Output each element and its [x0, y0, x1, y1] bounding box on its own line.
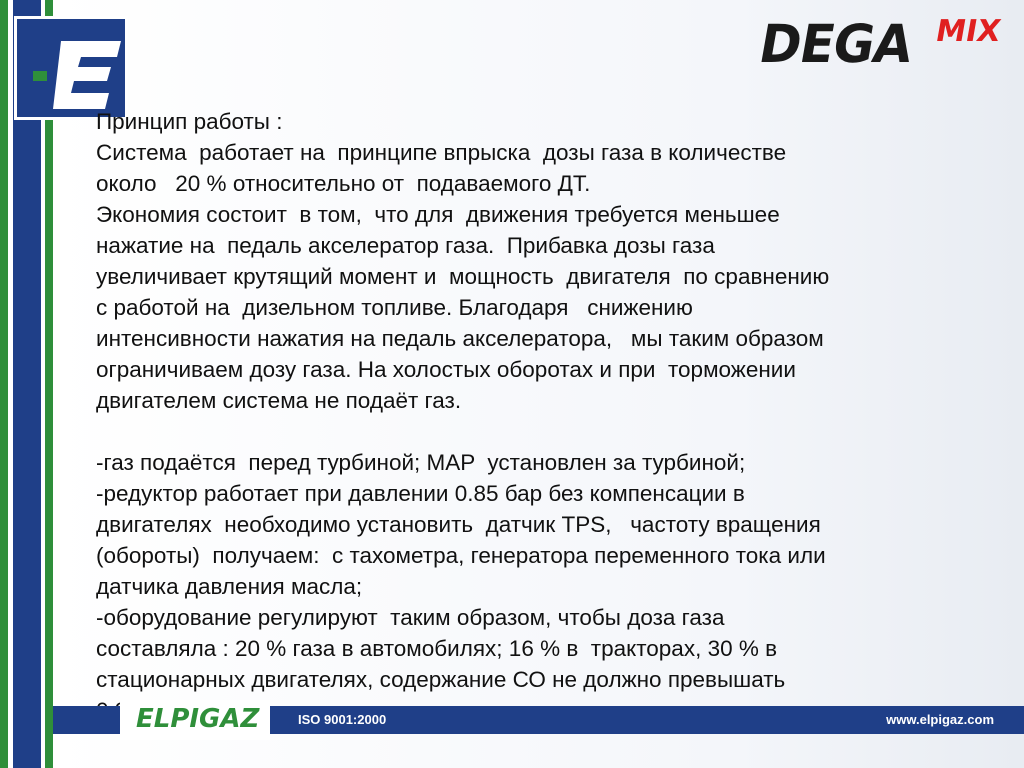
text-line: двигателях необходимо установить датчик TPS, частоту вращения [96, 512, 821, 537]
text-line: интенсивности нажатия на педаль акселератора, мы таким образом [96, 326, 824, 351]
text-line: датчика давления масла; [96, 574, 363, 599]
left-stripe-green [0, 0, 8, 768]
text-line: составляла : 20 % газа в автомобилях; 16 % в тракторах, 30 % в [96, 636, 778, 661]
text-line: с работой на дизельном топливе. Благодаря снижению [96, 295, 693, 320]
text-line: около 20 % относительно от подаваемого ДТ. [96, 171, 591, 196]
brand-name-main: DEGA [754, 13, 917, 75]
e-logo [14, 16, 128, 120]
iso-certification: ISO 9001:2000 [298, 712, 387, 727]
text-line: нажатие на педаль акселератор газа. Прибавка дозы газа [96, 233, 715, 258]
text-line: Экономия состоит в том, что для движения требуется меньшее [96, 202, 780, 227]
text-line: -редуктор работает при давлении 0.85 бар без компенсации в [96, 481, 745, 506]
slide-body [96, 106, 976, 726]
text-line: Система работает на принципе впрыска дозы газа в количестве [96, 140, 787, 165]
brand-name-suffix: MIX [933, 14, 1004, 49]
text-line: стационарных двигателях, содержание СО не должно превышать [96, 667, 786, 692]
paragraph-gap [96, 416, 976, 447]
website-link[interactable]: www.elpigaz.com [886, 712, 994, 727]
text-line: двигателем система не подаёт газ. [96, 388, 462, 413]
text-line: -оборудование регулируют таким образом, чтобы доза газа [96, 605, 725, 630]
text-line: увеличивает крутящий момент и мощность двигателя по сравнению [96, 264, 830, 289]
text-line: -газ подаётся перед турбиной; MAP установлен за турбиной; [96, 450, 746, 475]
degamix-logo [754, 13, 1010, 75]
text-line: ограничиваем дозу газа. На холостых оборотах и при торможении [96, 357, 796, 382]
e-logo-icon [17, 19, 125, 117]
elpigaz-logo: ELPIGAZ [136, 704, 260, 734]
text-line: Принцип работы : [96, 109, 283, 134]
text-line: (обороты) получаем: с тахометра, генератора переменного тока или [96, 543, 826, 568]
